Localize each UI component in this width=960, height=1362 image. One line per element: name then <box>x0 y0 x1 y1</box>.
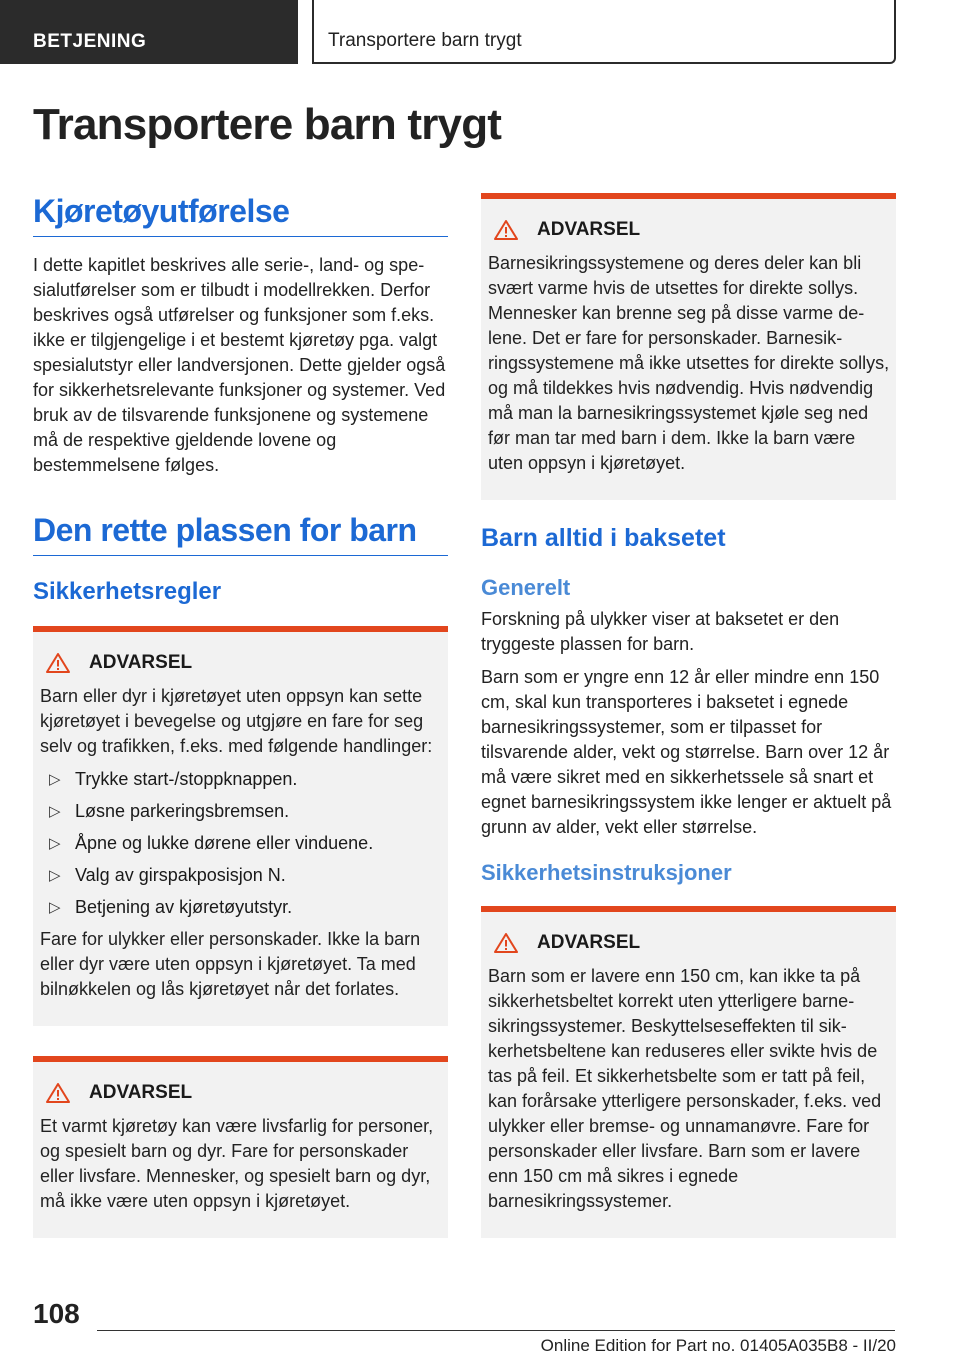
triangle-right-bullet-icon: ▷ <box>49 899 61 916</box>
heading-vehicle-design: Kjøretøyutførelse <box>33 193 448 237</box>
warning-header <box>40 1082 442 1104</box>
triangle-right-bullet-icon: ▷ <box>49 771 61 788</box>
warning-label: ADVARSEL <box>537 932 641 953</box>
page-title: Transportere barn trygt <box>33 100 502 149</box>
warning-outro: Fare for ulykker eller personskader. Ikke la barn eller dyr være uten oppsyn i kjøretøyet. Ta med bilnøkkelen og lås kjøretøyet når det forlates. <box>40 929 421 999</box>
section-tab: BETJENING <box>0 0 298 64</box>
warning-triangle-icon <box>493 219 519 241</box>
paragraph-vehicle-design: I dette kapitlet beskrives alle serie-, land- og spesialutførelser som er tilbudt i modellrekken. Derfor beskrives også utførelser og funksjoner som f.eks. ikke er tilgjengelige i et bestemt kjøretøy pga. valgt spesialutstyr eller landversjonen. Dette gjelder også for sikkerhetsrelevante funksjoner og systemer. Ved bruk av de tilsvarende funksjonene og systemene må de respektive gjeldende lovene og bestemmelsene følges. <box>33 255 446 475</box>
warning-header <box>488 932 890 954</box>
footer-divider <box>97 1330 895 1331</box>
triangle-right-bullet-icon: ▷ <box>49 867 61 884</box>
warning-triangle-icon <box>493 932 519 954</box>
list-item: ▷ Betjening av kjøretøyutstyr. <box>40 895 442 920</box>
warning-label: ADVARSEL <box>89 1082 193 1103</box>
heading-back-seat: Barn alltid i baksetet <box>481 524 726 552</box>
triangle-right-bullet-icon: ▷ <box>49 835 61 852</box>
warning-box-seat-belt <box>481 906 896 1238</box>
warning-triangle-icon <box>45 652 71 674</box>
triangle-right-bullet-icon: ▷ <box>49 803 61 820</box>
edition-note: Online Edition for Part no. 01405A035B8 - II/20 <box>540 1336 896 1355</box>
warning-intro: Barn eller dyr i kjøretøyet uten oppsyn kan sette kjøretøyet i bevegelse og utgjøre en fare for seg selv og trafikken, f.eks. med følgende handlinger: <box>40 686 433 756</box>
warning-header <box>488 219 890 241</box>
warning-label: ADVARSEL <box>537 219 641 240</box>
warning-box-hot-vehicle <box>33 1056 448 1238</box>
list-item: ▷ Løsne parkeringsbremsen. <box>40 799 442 824</box>
list-item: ▷ Trykke start-/stoppknappen. <box>40 767 442 792</box>
chapter-tab: Transportere barn trygt <box>312 0 896 64</box>
paragraph-general-1: Forskning på ulykker viser at baksetet er den tryggeste plassen for barn. <box>481 609 840 654</box>
warning-text: Et varmt kjøretøy kan være livsfarlig for personer, og spesielt barn og dyr. Fare for personskader eller livsfare. Mennesker, og spesielt barn og dyr, må ikke være uten oppsyn i kjøretøyet. <box>40 1116 434 1211</box>
list-item: ▷ Valg av girspakposisjon N. <box>40 863 442 888</box>
left-column <box>33 193 448 1238</box>
page-number: 108 <box>33 1298 80 1329</box>
warning-text: Barn som er lavere enn 150 cm, kan ikke ta på sikkerhetsbeltet korrekt uten ytterligere barnesikringssystemer. Beskyttelseseffekten til sikkerhetsbeltene kan reduseres eller svikte hvis de tas på feil. Et sikkerhetsbelte som er tatt på feil, kan forårsake ytterligere personskader, f.eks. ved ulykker eller bremse- og unnamanøvre. Fare for personskader eller livsfare. Barn som er lavere enn 150 cm må sikres i egnede barnesikringssystemer. <box>488 966 882 1211</box>
heading-safety-rules: Sikkerhetsregler <box>33 578 222 605</box>
heading-safety-instructions: Sikkerhetsinstruksjoner <box>481 860 732 885</box>
warning-text: Barnesikringssystemene og deres deler kan bli svært varme hvis de utsettes for direkte sollys. Mennesker kan brenne seg på disse varme delene. Det er fare for personskader. Barnesikringssystemene må ikke utsettes for direkte sollys, og må tildekkes hvis nødvendig. Hvis nødvendig må man la barnesikringssystemet kjøle seg ned før man tar med barn i dem. Ikke la barn være uten oppsyn i kjøretøyet. <box>488 253 890 473</box>
paragraph-general-2: Barn som er yngre enn 12 år eller mindre enn 150 cm, skal kun transporteres i baksetet i egnede barnesikringssystemer, som er tilpasset for tilsvarende alder, vekt og størrelse. Barn over 12 år må være sikret med en sikkerhetssele så snart et egnet barnesikringssystem ikke lenger er aktuelt på grunn av alder, vekt eller størrelse. <box>481 667 892 837</box>
right-column <box>481 193 896 1238</box>
warning-label: ADVARSEL <box>89 652 193 673</box>
warning-action-list <box>40 767 442 920</box>
warning-triangle-icon <box>45 1082 71 1104</box>
warning-header <box>40 652 442 674</box>
warning-box-hot-child-seats <box>481 193 896 500</box>
heading-right-place: Den rette plassen for barn <box>33 512 448 556</box>
warning-box-unattended <box>33 626 448 1026</box>
list-item: ▷ Åpne og lukke dørene eller vinduene. <box>40 831 442 856</box>
heading-general: Generelt <box>481 575 571 600</box>
